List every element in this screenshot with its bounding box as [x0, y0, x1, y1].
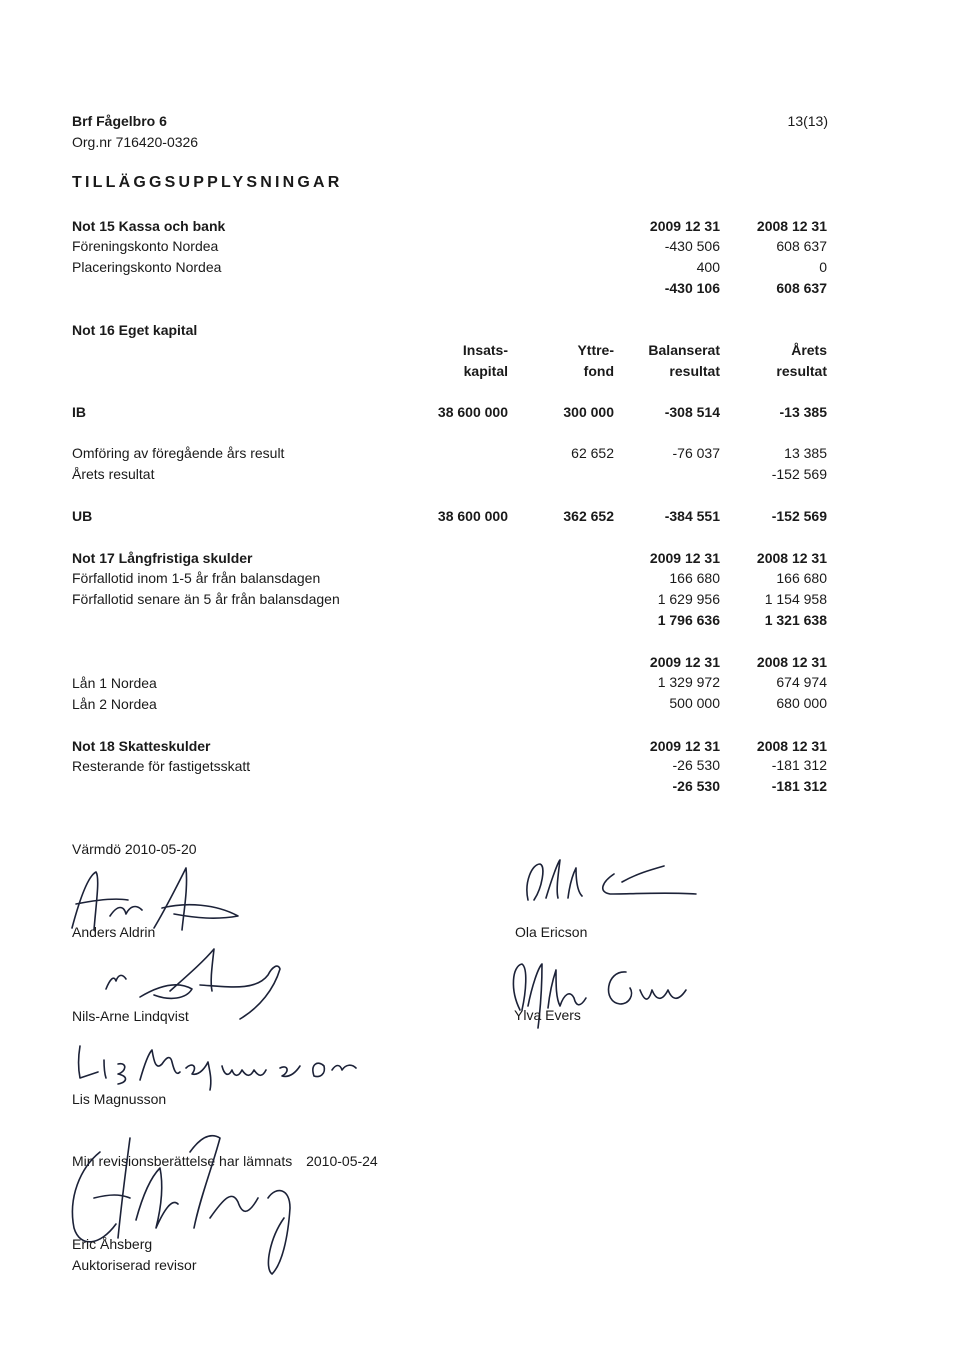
not16-row-balanserat: -76 037	[672, 445, 720, 461]
not18-col-2008: 2008 12 31	[756, 738, 827, 754]
not15-row-v2008: 608 637	[776, 238, 827, 254]
not16-ib-label: IB	[72, 404, 86, 420]
not17-total-2009: 1 796 636	[657, 612, 720, 628]
not17-row-v2009: 1 629 956	[657, 591, 720, 607]
not16-ub-yttre: 362 652	[563, 508, 614, 524]
not16-ib-insats: 38 600 000	[437, 404, 508, 420]
loans-col-2009: 2009 12 31	[649, 654, 720, 670]
loans-col-2008: 2008 12 31	[756, 654, 827, 670]
org-number: Org.nr 716420-0326	[72, 134, 199, 150]
not15-total-2008: 608 637	[776, 280, 827, 296]
not16-ub-label: UB	[72, 508, 93, 524]
not17-total-2008: 1 321 638	[764, 612, 827, 628]
not15-total-2009: -430 106	[664, 280, 720, 296]
signer-name: Anders Aldrin	[72, 924, 156, 940]
auditor-title: Auktoriserad revisor	[72, 1257, 197, 1273]
not17-row-label: Förfallotid inom 1-5 år från balansdagen	[72, 570, 321, 586]
signature-ola-ericson	[518, 852, 703, 912]
signer-name: Ola Ericson	[515, 924, 588, 940]
not16-header-arets-2: resultat	[776, 363, 827, 379]
not16-header-arets: Årets	[791, 342, 827, 358]
page-number: 13(13)	[787, 113, 828, 129]
not15-col-2009: 2009 12 31	[649, 218, 720, 234]
not16-ub-balanserat: -384 551	[664, 508, 720, 524]
not18-col-2009: 2009 12 31	[649, 738, 720, 754]
signer-name: Nils-Arne Lindqvist	[72, 1008, 189, 1024]
not16-ub-insats: 38 600 000	[437, 508, 508, 524]
not16-row-arets: -152 569	[771, 466, 827, 482]
not16-row-arets: 13 385	[784, 445, 827, 461]
not16-ib-balanserat: -308 514	[664, 404, 720, 420]
not17-row-v2008: 1 154 958	[764, 591, 827, 607]
not18-total-2008: -181 312	[771, 778, 827, 794]
audit-date: 2010-05-24	[306, 1153, 378, 1169]
not16-row-label: Årets resultat	[72, 466, 155, 482]
loan-row-v2008: 680 000	[776, 695, 827, 711]
not15-row-label: Föreningskonto Nordea	[72, 238, 219, 254]
not16-row-yttre: 62 652	[571, 445, 614, 461]
not18-total-2009: -26 530	[672, 778, 720, 794]
loan-row-label: Lån 1 Nordea	[72, 675, 157, 691]
not17-col-2008: 2008 12 31	[756, 550, 827, 566]
not16-header-yttre-2: fond	[583, 363, 614, 379]
not16-header-balanserat-2: resultat	[669, 363, 720, 379]
not15-row-v2009: -430 506	[664, 238, 720, 254]
not17-row-v2009: 166 680	[669, 570, 720, 586]
not16-ib-arets: -13 385	[779, 404, 827, 420]
not15-col-2008: 2008 12 31	[756, 218, 827, 234]
loan-row-v2008: 674 974	[776, 674, 827, 690]
not16-title: Not 16 Eget kapital	[72, 322, 198, 338]
loan-row-label: Lån 2 Nordea	[72, 696, 157, 712]
not16-header-yttre: Yttre-	[577, 342, 614, 358]
not15-row-label: Placeringskonto Nordea	[72, 259, 222, 275]
auditor-name: Eric Åhsberg	[72, 1236, 153, 1252]
not18-row-v2008: -181 312	[771, 757, 827, 773]
signer-name: Ylva Evers	[514, 1007, 581, 1023]
not17-row-v2008: 166 680	[776, 570, 827, 586]
org-name: Brf Fågelbro 6	[72, 113, 167, 129]
audit-note-text: Min revisionsberättelse har lämnats	[72, 1153, 293, 1169]
not16-row-label: Omföring av föregående års result	[72, 445, 285, 461]
not16-header-insats-2: kapital	[463, 363, 508, 379]
not15-row-v2009: 400	[696, 259, 720, 275]
signature-eric-ahsberg	[60, 1128, 300, 1278]
not17-row-label: Förfallotid senare än 5 år från balansdagen	[72, 591, 340, 607]
not15-row-v2008: 0	[819, 259, 827, 275]
not17-title: Not 17 Långfristiga skulder	[72, 550, 253, 566]
loan-row-v2009: 1 329 972	[657, 674, 720, 690]
section-title: TILLÄGGSUPPLYSNINGAR	[72, 174, 343, 191]
not16-ub-arets: -152 569	[771, 508, 827, 524]
not18-title: Not 18 Skatteskulder	[72, 738, 211, 754]
not17-col-2009: 2009 12 31	[649, 550, 720, 566]
place-date: Värmdö 2010-05-20	[72, 841, 197, 857]
not16-header-balanserat: Balanserat	[648, 342, 720, 358]
signer-name: Lis Magnusson	[72, 1091, 167, 1107]
not16-ib-yttre: 300 000	[563, 404, 614, 420]
not15-title: Not 15 Kassa och bank	[72, 218, 226, 234]
signature-lis-magnusson	[74, 1036, 364, 1096]
loan-row-v2009: 500 000	[669, 695, 720, 711]
not18-row-v2009: -26 530	[672, 757, 720, 773]
not16-header-insats: Insats-	[462, 342, 508, 358]
not18-row-label: Resterande för fastigetsskatt	[72, 758, 251, 774]
